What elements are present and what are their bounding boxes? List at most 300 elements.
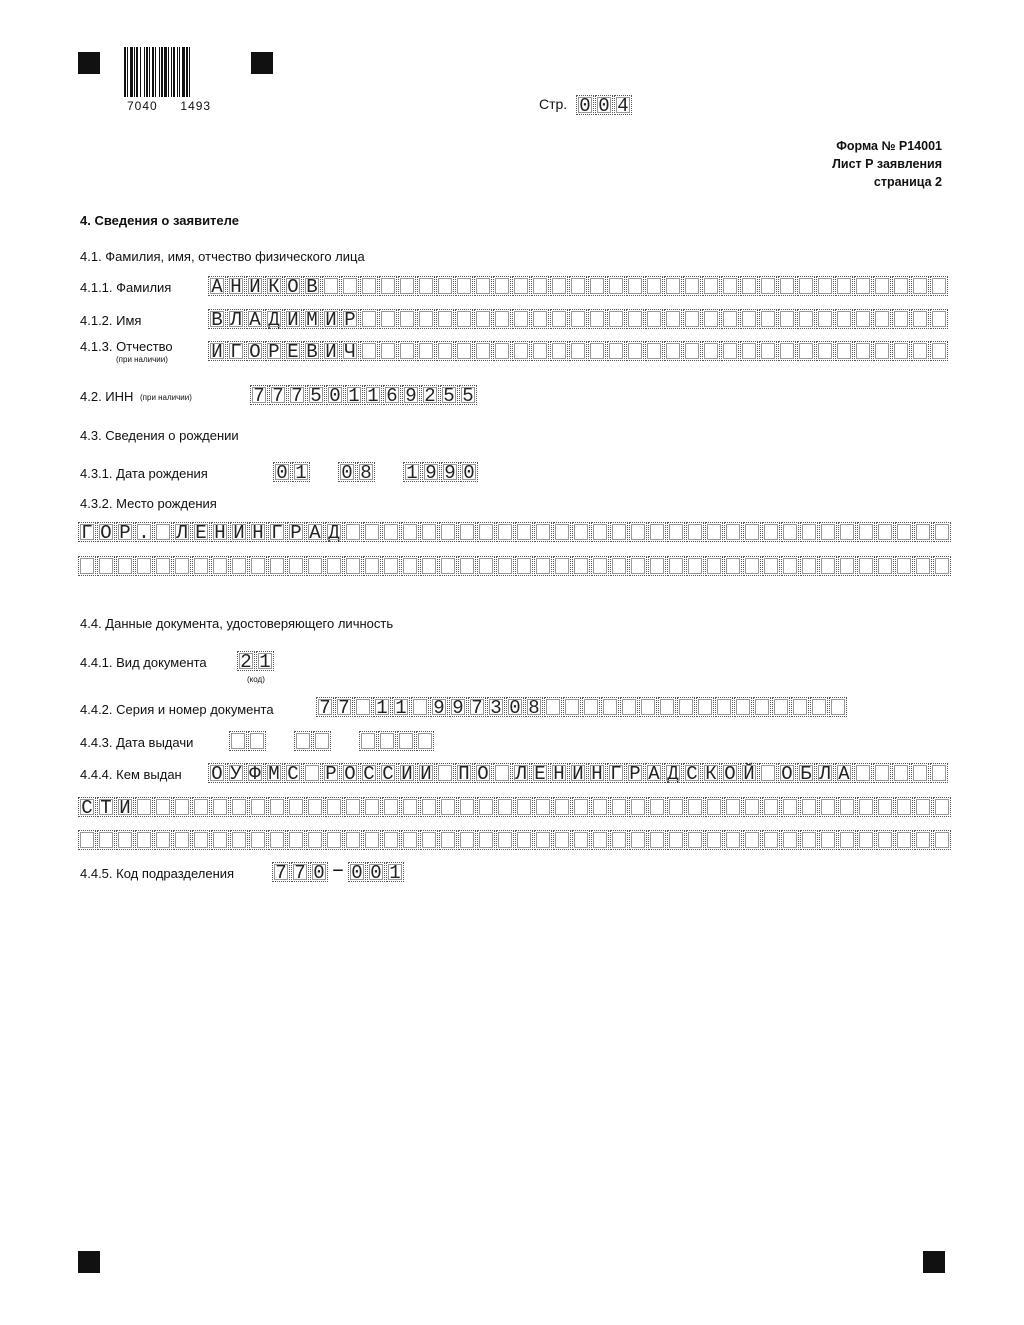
- char-cell: [873, 341, 891, 361]
- char-cell: Д: [265, 309, 283, 329]
- char-cell: [724, 556, 742, 576]
- pob-label: 4.3.2. Место рождения: [80, 496, 217, 511]
- char-cell: [154, 522, 172, 542]
- registration-marker-bottom-right: [923, 1251, 945, 1273]
- char-cell: 4: [614, 95, 632, 115]
- char-cell: [781, 830, 799, 850]
- char-cell: 7: [250, 385, 268, 405]
- char-cell: [363, 830, 381, 850]
- char-cell: 9: [402, 385, 420, 405]
- sheet-title: Лист Р заявления: [832, 157, 942, 171]
- char-cell: И: [322, 309, 340, 329]
- char-cell: [420, 797, 438, 817]
- name-field[interactable]: [208, 309, 949, 331]
- char-cell: [116, 830, 134, 850]
- char-cell: [553, 522, 571, 542]
- char-cell: [686, 797, 704, 817]
- char-cell: Г: [268, 522, 286, 542]
- char-cell: [268, 830, 286, 850]
- char-cell: Ч: [341, 341, 359, 361]
- pob-line-2-field[interactable]: [78, 556, 952, 578]
- subsection-4-1-title: 4.1. Фамилия, имя, отчество физического лица: [80, 249, 365, 264]
- char-cell: [601, 697, 619, 717]
- division-code-separator: –: [331, 858, 345, 883]
- char-cell: [493, 309, 511, 329]
- char-cell: В: [303, 341, 321, 361]
- char-cell: С: [360, 763, 378, 783]
- char-cell: 7: [272, 862, 290, 882]
- char-cell: 2: [421, 385, 439, 405]
- char-cell: 0: [595, 95, 613, 115]
- char-cell: [378, 731, 396, 751]
- char-cell: П: [455, 763, 473, 783]
- char-cell: [496, 556, 514, 576]
- char-cell: 0: [348, 862, 366, 882]
- barcode-number-left: 7040: [127, 99, 158, 113]
- char-cell: [439, 522, 457, 542]
- char-cell: [759, 309, 777, 329]
- char-cell: [458, 522, 476, 542]
- char-cell: [531, 276, 549, 296]
- section-title: 4. Сведения о заявителе: [80, 213, 239, 228]
- char-cell: [648, 522, 666, 542]
- char-cell: [325, 556, 343, 576]
- char-cell: [895, 522, 913, 542]
- char-cell: С: [379, 763, 397, 783]
- char-cell: 0: [338, 462, 356, 482]
- char-cell: С: [683, 763, 701, 783]
- registration-marker-top-right: [251, 52, 273, 74]
- char-cell: [819, 797, 837, 817]
- char-cell: [313, 731, 331, 751]
- char-cell: [287, 830, 305, 850]
- char-cell: [607, 341, 625, 361]
- char-cell: [873, 276, 891, 296]
- char-cell: [797, 309, 815, 329]
- char-cell: [702, 309, 720, 329]
- char-cell: [648, 830, 666, 850]
- char-cell: [778, 276, 796, 296]
- char-cell: [914, 797, 932, 817]
- char-cell: [363, 556, 381, 576]
- char-cell: [306, 797, 324, 817]
- char-cell: 3: [487, 697, 505, 717]
- char-cell: [563, 697, 581, 717]
- char-cell: [740, 309, 758, 329]
- char-cell: 7: [291, 862, 309, 882]
- char-cell: [800, 830, 818, 850]
- char-cell: [873, 763, 891, 783]
- char-cell: [686, 556, 704, 576]
- char-cell: [895, 830, 913, 850]
- char-cell: В: [208, 309, 226, 329]
- issued-by-line-1-field[interactable]: [208, 763, 949, 785]
- char-cell: Р: [626, 763, 644, 783]
- char-cell: [892, 341, 910, 361]
- char-cell: [816, 276, 834, 296]
- char-cell: [620, 697, 638, 717]
- char-cell: [607, 309, 625, 329]
- char-cell: [819, 522, 837, 542]
- char-cell: [287, 556, 305, 576]
- char-cell: Е: [284, 341, 302, 361]
- char-cell: 9: [449, 697, 467, 717]
- char-cell: [800, 556, 818, 576]
- char-cell: И: [417, 763, 435, 783]
- barcode-number-right: 1493: [180, 99, 212, 113]
- char-cell: [854, 276, 872, 296]
- char-cell: К: [702, 763, 720, 783]
- char-cell: [173, 797, 191, 817]
- char-cell: 1: [345, 385, 363, 405]
- char-cell: [249, 797, 267, 817]
- inn-note: (при наличии): [140, 393, 192, 402]
- char-cell: [474, 276, 492, 296]
- char-cell: [835, 341, 853, 361]
- char-cell: [436, 309, 454, 329]
- patronymic-label: 4.1.3. Отчество: [80, 339, 173, 354]
- char-cell: [97, 830, 115, 850]
- char-cell: [778, 309, 796, 329]
- patronymic-note: (при наличии): [116, 355, 168, 364]
- char-cell: [173, 830, 191, 850]
- issue-date-label: 4.4.3. Дата выдачи: [80, 735, 194, 750]
- char-cell: [930, 341, 948, 361]
- page-label: Стр.: [539, 96, 568, 112]
- char-cell: 2: [237, 651, 255, 671]
- char-cell: [550, 341, 568, 361]
- char-cell: 0: [273, 462, 291, 482]
- char-cell: [873, 309, 891, 329]
- char-cell: О: [284, 276, 302, 296]
- division-code-field[interactable]: [272, 858, 405, 884]
- char-cell: [724, 830, 742, 850]
- char-cell: [819, 830, 837, 850]
- char-cell: [835, 276, 853, 296]
- char-cell: [721, 309, 739, 329]
- char-cell: 9: [430, 697, 448, 717]
- char-cell: [192, 830, 210, 850]
- char-cell: Р: [322, 763, 340, 783]
- char-cell: [683, 276, 701, 296]
- pob-line-1-field[interactable]: [78, 522, 952, 544]
- char-cell: [702, 341, 720, 361]
- char-cell: Й: [740, 763, 758, 783]
- char-cell: И: [322, 341, 340, 361]
- char-cell: Л: [816, 763, 834, 783]
- char-cell: [493, 763, 511, 783]
- char-cell: [591, 556, 609, 576]
- char-cell: И: [208, 341, 226, 361]
- char-cell: [781, 522, 799, 542]
- char-cell: 7: [269, 385, 287, 405]
- char-cell: [588, 341, 606, 361]
- char-cell: [360, 276, 378, 296]
- char-cell: [553, 797, 571, 817]
- char-cell: И: [230, 522, 248, 542]
- char-cell: М: [303, 309, 321, 329]
- char-cell: 0: [310, 862, 328, 882]
- char-cell: Г: [607, 763, 625, 783]
- doc-type-field[interactable]: [237, 651, 275, 673]
- char-cell: [778, 341, 796, 361]
- doc-type-note: (код): [247, 675, 265, 684]
- char-cell: 1: [392, 697, 410, 717]
- char-cell: [534, 522, 552, 542]
- char-cell: И: [246, 276, 264, 296]
- char-cell: [683, 309, 701, 329]
- char-cell: [753, 697, 771, 717]
- char-cell: [759, 763, 777, 783]
- issue-date-month-field[interactable]: [294, 731, 332, 753]
- doc-type-label: 4.4.1. Вид документа: [80, 655, 207, 670]
- char-cell: [230, 830, 248, 850]
- dob-day-field[interactable]: [273, 462, 311, 484]
- char-cell: [588, 309, 606, 329]
- char-cell: [534, 830, 552, 850]
- char-cell: [420, 522, 438, 542]
- char-cell: 1: [256, 651, 274, 671]
- char-cell: [401, 797, 419, 817]
- char-cell: [455, 309, 473, 329]
- char-cell: [645, 276, 663, 296]
- char-cell: [857, 830, 875, 850]
- char-cell: .: [135, 522, 153, 542]
- char-cell: [658, 697, 676, 717]
- char-cell: [895, 797, 913, 817]
- char-cell: [344, 556, 362, 576]
- char-cell: Н: [588, 763, 606, 783]
- char-cell: 7: [468, 697, 486, 717]
- char-cell: [648, 797, 666, 817]
- char-cell: [759, 341, 777, 361]
- char-cell: [838, 556, 856, 576]
- char-cell: 6: [383, 385, 401, 405]
- char-cell: 9: [441, 462, 459, 482]
- char-cell: [762, 797, 780, 817]
- char-cell: Н: [227, 276, 245, 296]
- char-cell: [354, 697, 372, 717]
- char-cell: [743, 556, 761, 576]
- char-cell: [515, 556, 533, 576]
- char-cell: 0: [460, 462, 478, 482]
- char-cell: [772, 697, 790, 717]
- char-cell: [477, 830, 495, 850]
- char-cell: [268, 797, 286, 817]
- series-number-field[interactable]: [316, 697, 848, 719]
- form-number: Форма № Р14001: [836, 139, 942, 153]
- char-cell: [648, 556, 666, 576]
- char-cell: [683, 341, 701, 361]
- char-cell: [569, 309, 587, 329]
- char-cell: [515, 797, 533, 817]
- char-cell: 1: [386, 862, 404, 882]
- char-cell: [743, 797, 761, 817]
- char-cell: [743, 522, 761, 542]
- char-cell: А: [645, 763, 663, 783]
- char-cell: [854, 341, 872, 361]
- char-cell: [838, 830, 856, 850]
- char-cell: [838, 797, 856, 817]
- char-cell: [382, 830, 400, 850]
- char-cell: О: [474, 763, 492, 783]
- char-cell: [397, 731, 415, 751]
- char-cell: Ф: [246, 763, 264, 783]
- char-cell: [211, 830, 229, 850]
- char-cell: 0: [326, 385, 344, 405]
- char-cell: [876, 830, 894, 850]
- char-cell: [531, 309, 549, 329]
- char-cell: Д: [325, 522, 343, 542]
- char-cell: 5: [459, 385, 477, 405]
- char-cell: [531, 341, 549, 361]
- char-cell: А: [246, 309, 264, 329]
- char-cell: [515, 830, 533, 850]
- char-cell: [325, 830, 343, 850]
- char-cell: [582, 697, 600, 717]
- char-cell: [914, 556, 932, 576]
- char-cell: 1: [364, 385, 382, 405]
- dob-month-field[interactable]: [338, 462, 376, 484]
- issued-by-line-3-field[interactable]: [78, 830, 952, 852]
- sheet-page: страница 2: [873, 175, 942, 189]
- char-cell: О: [778, 763, 796, 783]
- char-cell: Н: [211, 522, 229, 542]
- char-cell: 5: [307, 385, 325, 405]
- char-cell: У: [227, 763, 245, 783]
- char-cell: [534, 797, 552, 817]
- char-cell: [401, 522, 419, 542]
- char-cell: [933, 522, 951, 542]
- inn-field[interactable]: [250, 385, 478, 407]
- char-cell: [192, 556, 210, 576]
- char-cell: [544, 697, 562, 717]
- char-cell: [816, 309, 834, 329]
- char-cell: 5: [440, 385, 458, 405]
- char-cell: [696, 697, 714, 717]
- char-cell: [854, 763, 872, 783]
- char-cell: [359, 731, 377, 751]
- char-cell: [911, 763, 929, 783]
- char-cell: [493, 276, 511, 296]
- char-cell: [363, 797, 381, 817]
- char-cell: [534, 556, 552, 576]
- char-cell: [626, 276, 644, 296]
- char-cell: [401, 830, 419, 850]
- char-cell: Г: [78, 522, 96, 542]
- patronymic-field[interactable]: [208, 341, 949, 363]
- char-cell: [379, 309, 397, 329]
- issue-date-day-field[interactable]: [229, 731, 267, 753]
- issued-by-line-2-field[interactable]: [78, 797, 952, 819]
- char-cell: [572, 522, 590, 542]
- char-cell: [610, 830, 628, 850]
- barcode-number: [127, 99, 211, 113]
- char-cell: [420, 556, 438, 576]
- char-cell: М: [265, 763, 283, 783]
- char-cell: [819, 556, 837, 576]
- char-cell: [439, 830, 457, 850]
- char-cell: [411, 697, 429, 717]
- char-cell: Р: [287, 522, 305, 542]
- char-cell: [705, 556, 723, 576]
- char-cell: [398, 309, 416, 329]
- char-cell: Г: [227, 341, 245, 361]
- char-cell: 7: [335, 697, 353, 717]
- char-cell: [496, 522, 514, 542]
- char-cell: Н: [249, 522, 267, 542]
- char-cell: 0: [506, 697, 524, 717]
- division-code-label: 4.4.5. Код подразделения: [80, 866, 235, 881]
- char-cell: Р: [341, 309, 359, 329]
- char-cell: [759, 276, 777, 296]
- char-cell: А: [208, 276, 226, 296]
- char-cell: [705, 522, 723, 542]
- char-cell: О: [341, 763, 359, 783]
- char-cell: [192, 797, 210, 817]
- dob-year-field[interactable]: [403, 462, 479, 484]
- char-cell: [588, 276, 606, 296]
- char-cell: [496, 797, 514, 817]
- char-cell: [800, 522, 818, 542]
- char-cell: [230, 797, 248, 817]
- char-cell: 0: [367, 862, 385, 882]
- char-cell: [629, 797, 647, 817]
- char-cell: [664, 276, 682, 296]
- char-cell: [829, 697, 847, 717]
- issued-by-label: 4.4.4. Кем выдан: [80, 767, 182, 782]
- char-cell: [436, 763, 454, 783]
- char-cell: [810, 697, 828, 717]
- char-cell: [173, 556, 191, 576]
- char-cell: [341, 276, 359, 296]
- char-cell: [135, 556, 153, 576]
- char-cell: [705, 797, 723, 817]
- char-cell: [591, 830, 609, 850]
- char-cell: [930, 309, 948, 329]
- char-cell: [572, 830, 590, 850]
- char-cell: 9: [422, 462, 440, 482]
- char-cell: [857, 556, 875, 576]
- char-cell: [610, 797, 628, 817]
- char-cell: [248, 731, 266, 751]
- char-cell: [512, 341, 530, 361]
- char-cell: [344, 522, 362, 542]
- name-label: 4.1.2. Имя: [80, 313, 142, 328]
- char-cell: [724, 797, 742, 817]
- char-cell: [417, 341, 435, 361]
- char-cell: [512, 276, 530, 296]
- char-cell: [382, 522, 400, 542]
- char-cell: [97, 556, 115, 576]
- issue-date-year-field[interactable]: [359, 731, 435, 753]
- char-cell: [892, 309, 910, 329]
- char-cell: Д: [664, 763, 682, 783]
- char-cell: [715, 697, 733, 717]
- char-cell: [797, 341, 815, 361]
- char-cell: [436, 276, 454, 296]
- subsection-4-3-title: 4.3. Сведения о рождении: [80, 428, 239, 443]
- char-cell: 1: [403, 462, 421, 482]
- char-cell: [360, 309, 378, 329]
- char-cell: [664, 341, 682, 361]
- char-cell: [455, 341, 473, 361]
- char-cell: [382, 556, 400, 576]
- char-cell: [930, 276, 948, 296]
- char-cell: [553, 556, 571, 576]
- char-cell: [306, 556, 324, 576]
- surname-field[interactable]: [208, 276, 949, 298]
